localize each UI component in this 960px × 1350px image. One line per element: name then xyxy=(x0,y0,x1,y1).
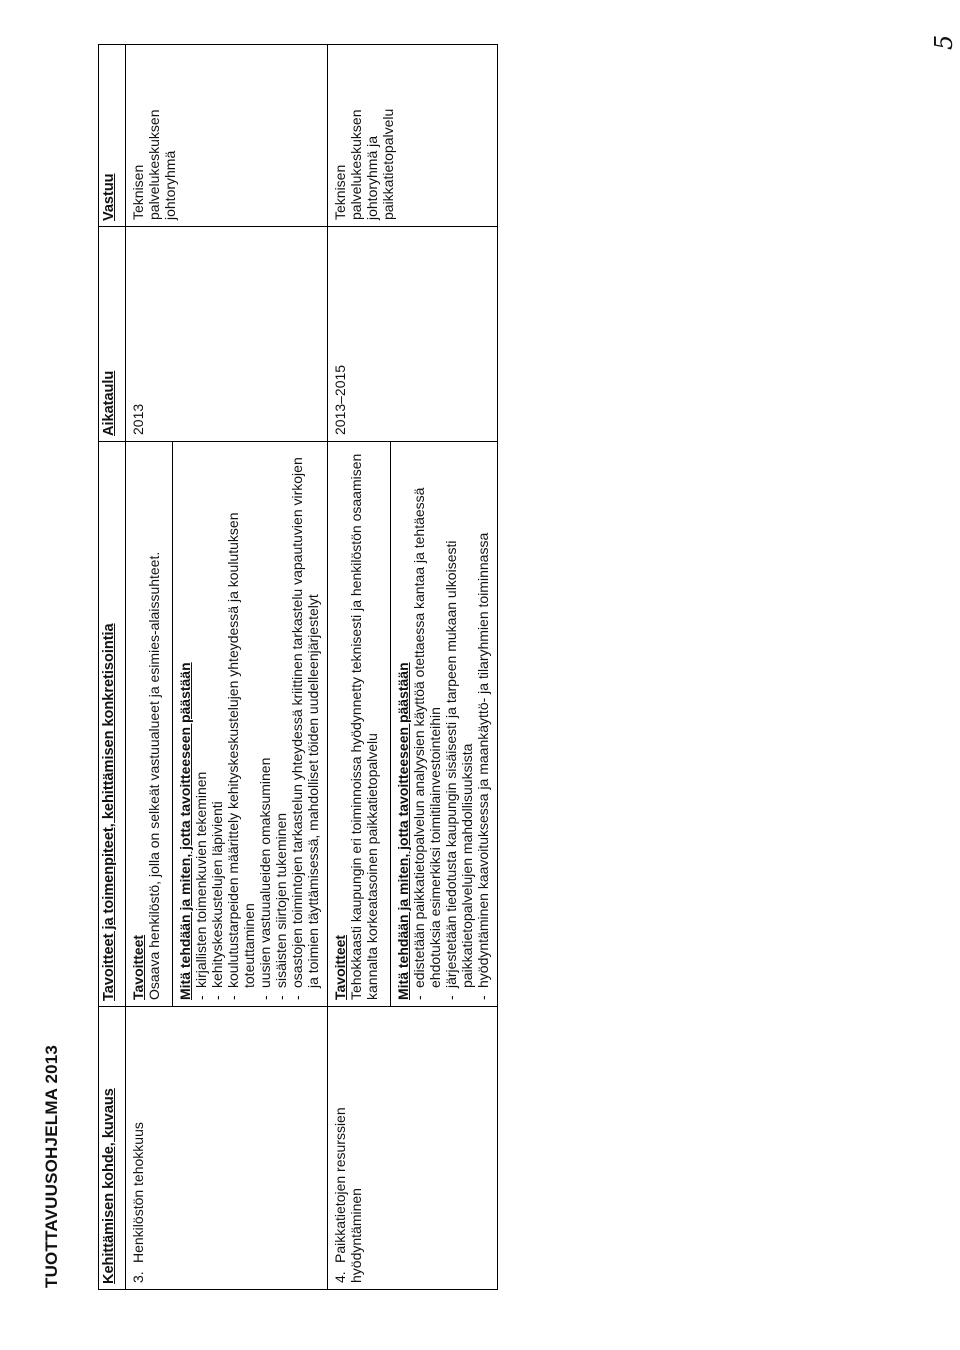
header-schedule: Aikataulu xyxy=(99,227,126,442)
header-target: Kehittämisen kohde, kuvaus xyxy=(99,1007,126,1290)
methods-title: Mitä tehdään ja miten, jotta tavoitteeseen päästään xyxy=(177,662,193,1000)
methods-title: Mitä tehdään ja miten, jotta tavoitteeseen päästään xyxy=(395,662,411,1000)
target-text: Henkilöstön tehokkuus xyxy=(130,1122,146,1263)
development-table xyxy=(98,44,498,1290)
goals-text: Tehokkaasti kaupungin eri toiminnoissa hyödynnetty teknisesti ja henkilöstön osaamisen kannalta korkeatasoinen paikkatietopalvelu xyxy=(348,453,380,1000)
list-item: - koulutustarpeiden määrittely kehityskeskustelujen yhteydessä ja koulutuksen toteuttaminen xyxy=(225,448,257,1000)
list-item: - osastojen toimintojen tarkastelun yhteydessä kriittinen tarkastelu vapautuvien virkojen ja toimien täyttämisessä, mahdolliset töiden uudelleenjärjestelyt xyxy=(289,448,321,1000)
row-number: 4. xyxy=(332,1271,348,1283)
goals-title: Tavoitteet xyxy=(130,934,146,1000)
target-text: Paikkatietojen resurssien hyödyntäminen xyxy=(332,1107,364,1283)
responsible-cell: Teknisen palvelukeskuksen johtoryhmä ja paikkatietopalvelu xyxy=(328,45,498,227)
table-header-row xyxy=(99,45,126,1290)
responsible-cell: Teknisen palvelukeskuksen johtoryhmä xyxy=(126,45,328,227)
methods-list xyxy=(193,448,321,1000)
goals-text: Osaava henkilöstö, jolla on selkeät vastuualueet ja esimies-alaissuhteet. xyxy=(146,551,162,1000)
list-item: - hyödyntäminen kaavoituksessa ja maankäyttö- ja tilaryhmien toiminnassa xyxy=(475,448,491,1000)
target-cell xyxy=(126,1007,328,1290)
goals-cell xyxy=(126,442,173,1007)
goals-cell xyxy=(328,442,391,1007)
document-title: TUOTTAVUUSOHJELMA 2013 xyxy=(42,1044,61,1288)
page-number: 5 xyxy=(930,34,958,50)
list-item: - kehityskeskustelujen läpivienti xyxy=(209,448,225,1000)
header-responsible: Vastuu xyxy=(99,45,126,227)
header-actions: Tavoitteet ja toimenpiteet, kehittämisen konkretisointia xyxy=(99,442,126,1007)
schedule-cell: 2013–2015 xyxy=(328,227,498,442)
table-row xyxy=(328,45,391,1290)
methods-list xyxy=(411,448,491,1000)
goals-title: Tavoitteet xyxy=(332,934,348,1000)
list-item: - järjestetään tiedotusta kaupungin sisäisesti ja tarpeen mukaan ulkoisesti paikkatietopalvelujen mahdollisuuksista xyxy=(443,448,475,1000)
table-row xyxy=(126,45,173,1290)
list-item: - edistetään paikkatietopalvelun analyysien käyttöä otettaessa kantaa ja tehtäessä ehdotuksia esimerkiksi toimitilainvestointeihin xyxy=(411,448,443,1000)
row-number: 3. xyxy=(130,1271,146,1283)
methods-cell xyxy=(173,442,328,1007)
list-item: - kirjallisten toimenkuvien tekeminen xyxy=(193,448,209,1000)
schedule-cell: 2013 xyxy=(126,227,328,442)
list-item: - uusien vastuualueiden omaksuminen xyxy=(257,448,273,1000)
target-cell xyxy=(328,1007,498,1290)
methods-cell xyxy=(391,442,498,1007)
list-item: - sisäisten siirtojen tukeminen xyxy=(273,448,289,1000)
